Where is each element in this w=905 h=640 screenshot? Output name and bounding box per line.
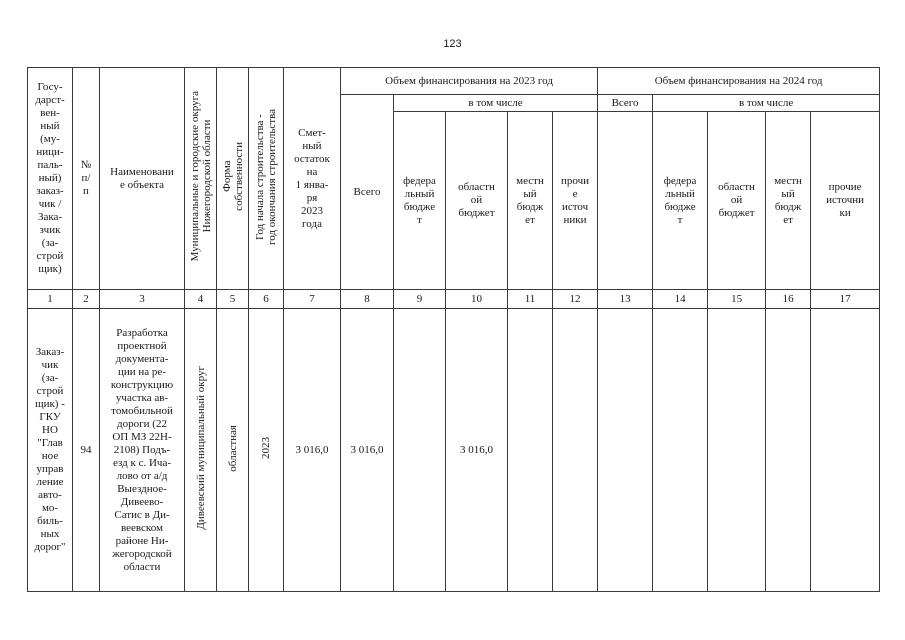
column-number: 10 (446, 290, 508, 309)
row-other-2023 (553, 309, 598, 592)
header-local-2024: местн ый бюдж ет (766, 112, 811, 290)
header-including-2024: в том числе (653, 95, 880, 112)
row-district (185, 309, 217, 592)
row-regional-2024 (708, 309, 766, 592)
header-including-2023: в том числе (394, 95, 598, 112)
column-number: 15 (708, 290, 766, 309)
column-number: 3 (100, 290, 185, 309)
row-years (249, 309, 284, 592)
column-number: 2 (73, 290, 100, 309)
header-total-2024: Всего (598, 95, 653, 112)
header-federal-2023: федера льный бюдже т (394, 112, 446, 290)
header-estimated-balance: Смет- ный остаток на 1 янва- ря 2023 года (284, 68, 341, 290)
row-total-2024 (598, 309, 653, 592)
column-number: 11 (508, 290, 553, 309)
column-number: 12 (553, 290, 598, 309)
row-number: 94 (73, 309, 100, 592)
column-number: 4 (185, 290, 217, 309)
row-total-2023: 3 016,0 (341, 309, 394, 592)
header-funding-2024: Объем финансирования на 2024 год (598, 68, 880, 95)
column-number: 14 (653, 290, 708, 309)
column-number: 6 (249, 290, 284, 309)
header-regional-2024: областн ой бюджет (708, 112, 766, 290)
header-local-2023: местн ый бюдж ет (508, 112, 553, 290)
row-ownership (217, 309, 249, 592)
header-regional-2023: областн ой бюджет (446, 112, 508, 290)
row-federal-2023 (394, 309, 446, 592)
row-object-name: Разработка проектной документа- ции на ре- конструкцию участка ав- томобильной дороги (22 ОП МЗ 22Н- 2108) Подъ- езд к с. Ича- лово от а/д Выездное- Дивеево- Сатис в Ди- веевском районе Ни- жегородской области (100, 309, 185, 592)
column-number: 17 (811, 290, 880, 309)
header-customer: Госу- дарст- вен- ный (му- ници- паль- ный) заказ- чик / Зака- зчик (за- строй щик) (28, 68, 73, 290)
row-estimated-balance: 3 016,0 (284, 309, 341, 592)
header-row-1 (28, 68, 880, 95)
row-local-2024 (766, 309, 811, 592)
row-regional-2023: 3 016,0 (446, 309, 508, 592)
column-number: 8 (341, 290, 394, 309)
row-district-text: Дивеевский муниципальный округ (194, 366, 207, 530)
header-other-2024: прочие источни ки (811, 112, 880, 290)
row-customer: Заказ- чик (за- строй щик) - ГКУ НО "Глав ное управ ление авто- мо- биль- ных дорог" (28, 309, 73, 592)
column-number-row (28, 290, 880, 309)
header-construction-years-text: Год начала строительства - год окончания строительства (254, 108, 278, 245)
table-row (28, 309, 880, 592)
header-empty-2024 (598, 112, 653, 290)
column-number: 13 (598, 290, 653, 309)
column-number: 7 (284, 290, 341, 309)
row-federal-2024 (653, 309, 708, 592)
header-municipal-district (185, 68, 217, 290)
header-total-2023: Всего (341, 95, 394, 290)
header-municipal-district-text: Муниципальные и городские округа Нижегородской области (188, 91, 213, 262)
header-funding-2023: Объем финансирования на 2023 год (341, 68, 598, 95)
row-years-text: 2023 (260, 437, 272, 459)
header-ownership-form (217, 68, 249, 290)
header-construction-years (249, 68, 284, 290)
row-ownership-text: областная (226, 424, 239, 472)
column-number: 9 (394, 290, 446, 309)
column-number: 5 (217, 290, 249, 309)
row-local-2023 (508, 309, 553, 592)
header-row-number: № п/ п (73, 68, 100, 290)
header-other-2023: прочи е источ ники (553, 112, 598, 290)
column-number: 1 (28, 290, 73, 309)
header-federal-2024: федера льный бюдже т (653, 112, 708, 290)
page-number: 123 (443, 38, 462, 50)
financing-table (27, 67, 880, 592)
header-ownership-form-text: Форма собственности (220, 142, 245, 211)
header-object-name: Наименовани е объекта (100, 68, 185, 290)
row-other-2024 (811, 309, 880, 592)
column-number: 16 (766, 290, 811, 309)
